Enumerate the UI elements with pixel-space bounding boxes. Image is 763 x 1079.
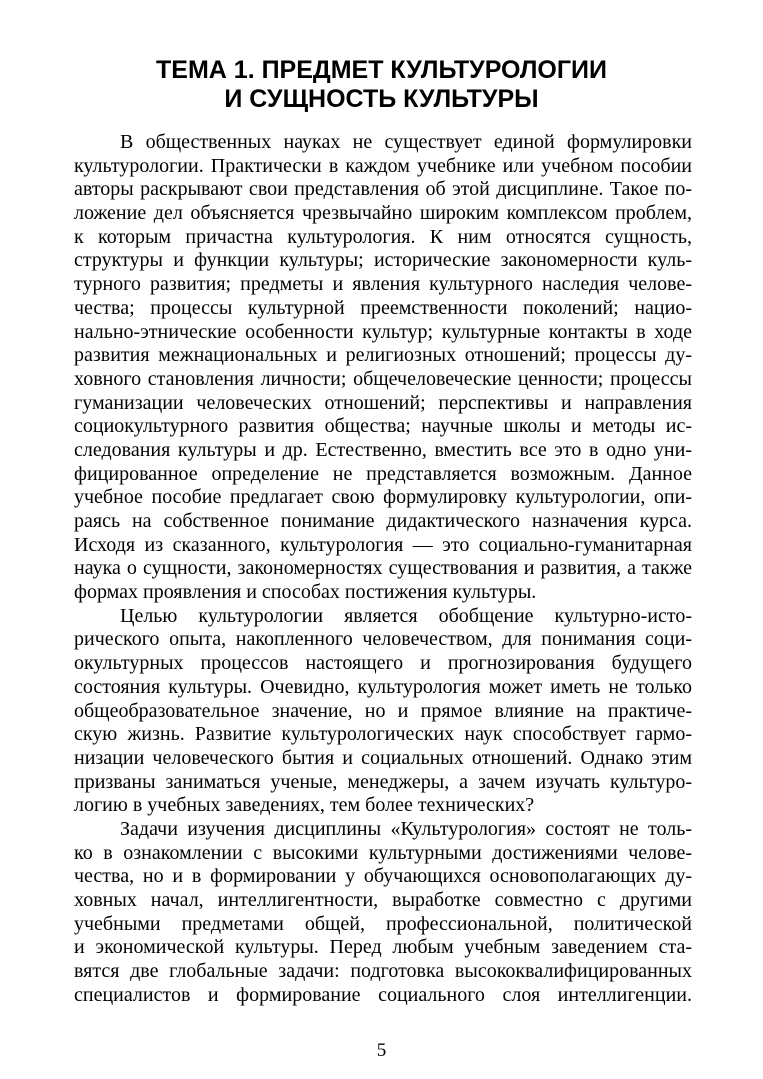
text-line: и экономической культуры. Перед любым учебным заведением ста- [74,936,692,959]
text-line: культурологии. Практически в каждом учебнике или учебном пособии [74,154,692,177]
text-line: структуры и функции культуры; исторические закономерности куль- [74,249,692,272]
text-line: призваны заниматься ученые, менеджеры, а зачем изучать культуро- [74,770,692,793]
text-line: низации человеческого бытия и социальных отношений. Однако этим [74,746,692,769]
page-number: 5 [376,1040,387,1061]
text-line: турного развития; предметы и явления культурного наследия челове- [74,273,692,296]
text-line: скую жизнь. Развитие культурологических наук способствует гармо- [74,723,692,746]
text-line: вятся две глобальные задачи: подготовка высококвалифицированных [74,960,692,983]
body-text [74,131,692,1007]
title-line-1: ТЕМА 1. ПРЕДМЕТ КУЛЬТУРОЛОГИИ [156,56,607,84]
text-line: логию в учебных заведениях, тем более технических? [74,794,535,817]
text-line: чества, но и в формировании у обучающихся основополагающих ду- [74,865,692,888]
page-title [0,56,763,114]
text-line: ховного становления личности; общечеловеческие ценности; процессы [74,367,692,390]
text-line: авторы раскрывают свои представления об этой дисциплине. Такое по- [74,178,692,201]
text-line: специалистов и формирование социального слоя интеллигенции. [74,983,692,1006]
text-line: В общественных науках не существует единой формулировки [120,131,692,153]
text-line: фицированное определение не представляется возможным. Данное [74,462,692,485]
text-line: формах проявления и способах постижения культуры. [74,581,537,604]
text-line: раясь на собственное понимание дидактического назначения курса. [74,510,692,532]
text-line: нально-этнические особенности культур; культурные контакты в ходе [74,320,692,343]
text-line: ложение дел объясняется чрезвычайно широким комплексом проблем, [74,202,692,225]
text-line: окультурных процессов настоящего и прогнозирования будущего [74,652,692,675]
text-line: Задачи изучения дисциплины «Культурология» состоят не толь- [120,817,692,840]
text-line: наука о сущности, закономерностях существования и развития, а также [74,557,692,580]
title-line-2: И СУЩНОСТЬ КУЛЬТУРЫ [224,85,539,113]
text-line: социокультурного развития общества; научные школы и методы ис- [74,415,692,438]
text-line: состояния культуры. Очевидно, культурология может иметь не только [74,675,692,698]
text-line: развития межнациональных и религиозных отношений; процессы ду- [74,344,692,367]
text-line: чества; процессы культурной преемственности поколений; нацио- [74,296,692,319]
text-line: следования культуры и др. Естественно, вместить все это в одно уни- [74,438,692,461]
text-line: учебными предметами общей, профессиональной, политической [74,912,692,935]
text-line: учебное пособие предлагает свою формулировку культурологии, опи- [74,486,692,509]
text-line: Исходя из сказанного, культурология — это социально-гуманитарная [74,533,692,556]
text-line: общеобразовательное значение, но и прямое влияние на практиче- [74,699,692,722]
text-line: ко в ознакомлении с высокими культурными достижениями челове- [74,841,692,864]
text-line: гуманизации человеческих отношений; перспективы и направления [74,391,692,414]
text-line: к которым причастна культурология. К ним относятся сущность, [74,225,692,248]
text-line: рического опыта, накопленного человечеством, для понимания соци- [74,628,692,651]
text-line: ховных начал, интеллигентности, выработке совместно с другими [74,889,692,911]
text-line: Целью культурологии является обобщение культурно-исто- [120,604,692,627]
